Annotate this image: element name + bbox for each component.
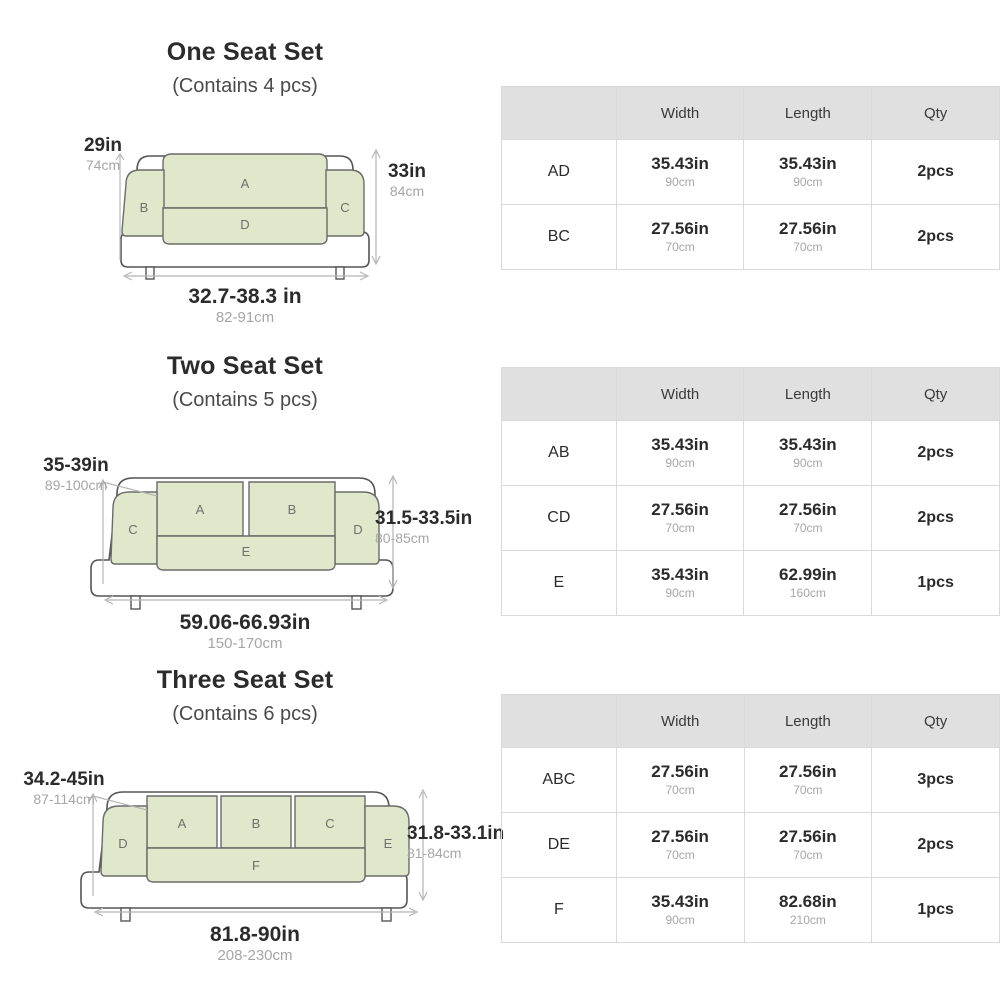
- row-length: 35.43in 90cm: [744, 140, 872, 205]
- row-length: 35.43in 90cm: [744, 421, 872, 486]
- header-code: [502, 87, 617, 140]
- row-width: 35.43in 90cm: [616, 878, 744, 943]
- svg-text:B: B: [139, 200, 149, 215]
- row-length: 27.56in 70cm: [744, 486, 872, 551]
- row-qty: 2pcs: [872, 421, 1000, 486]
- row-code: F: [502, 878, 617, 943]
- header-qty: Qty: [872, 87, 1000, 140]
- row-code: CD: [502, 486, 617, 551]
- two-seat-illustration: [43, 424, 473, 653]
- header-width: Width: [616, 695, 744, 748]
- one-seat-diagram-column: [0, 38, 490, 327]
- table-row: [502, 486, 1000, 551]
- table-header-row: [502, 368, 1000, 421]
- table-row: [502, 140, 1000, 205]
- three-seat-table-wrap: [501, 694, 1000, 943]
- row-qty: 2pcs: [872, 140, 1000, 205]
- two-seat-width-dim: 59.06-66.93in 150-170cm: [179, 611, 311, 653]
- row-code: AD: [502, 140, 617, 205]
- svg-text:A: A: [195, 502, 205, 517]
- three-seat-width-dim: 81.8-90in 208-230cm: [210, 923, 300, 965]
- svg-text:D: D: [353, 522, 363, 537]
- three-seat-title: Three Seat Set: [156, 666, 334, 694]
- one-seat-spec-table: [501, 86, 1000, 270]
- one-seat-height-left-dim: 29in 74cm: [83, 135, 123, 173]
- two-seat-diagram-column: [0, 352, 490, 653]
- svg-text:D: D: [240, 217, 250, 232]
- table-header-row: [502, 695, 1000, 748]
- three-seat-diagram-column: [0, 666, 505, 965]
- header-length: Length: [744, 695, 872, 748]
- three-seat-illustration: [23, 736, 505, 965]
- row-code: ABC: [502, 748, 617, 813]
- table-row: [502, 748, 1000, 813]
- table-row: [502, 205, 1000, 270]
- svg-text:E: E: [383, 836, 393, 851]
- row-length: 27.56in 70cm: [744, 813, 872, 878]
- header-width: Width: [616, 368, 744, 421]
- table-header-row: [502, 87, 1000, 140]
- svg-text:C: C: [325, 816, 335, 831]
- two-seat-spec-table: [501, 367, 1000, 616]
- svg-text:F: F: [252, 858, 260, 873]
- row-width: 27.56in 70cm: [616, 813, 744, 878]
- two-seat-subtitle: (Contains 5 pcs): [172, 389, 318, 411]
- two-seat-height-right-dim: 31.5-33.5in 80-85cm: [375, 508, 473, 546]
- table-row: [502, 551, 1000, 616]
- svg-text:E: E: [241, 544, 251, 559]
- three-seat-spec-table: [501, 694, 1000, 943]
- header-width: Width: [616, 87, 744, 140]
- header-length: Length: [744, 87, 872, 140]
- three-seat-sofa-svg: [35, 736, 455, 926]
- svg-text:B: B: [287, 502, 297, 517]
- row-width: 35.43in 90cm: [616, 421, 744, 486]
- row-qty: 1pcs: [872, 878, 1000, 943]
- row-length: 27.56in 70cm: [744, 748, 872, 813]
- row-qty: 2pcs: [872, 486, 1000, 551]
- one-seat-illustration: [80, 110, 427, 327]
- svg-text:C: C: [340, 200, 350, 215]
- svg-text:B: B: [251, 816, 261, 831]
- table-row: [502, 878, 1000, 943]
- header-length: Length: [744, 368, 872, 421]
- header-qty: Qty: [872, 368, 1000, 421]
- row-qty: 2pcs: [872, 813, 1000, 878]
- header-code: [502, 368, 617, 421]
- three-seat-height-left-dim: 34.2-45in 87-114cm: [23, 769, 105, 807]
- three-seat-subtitle: (Contains 6 pcs): [172, 703, 318, 725]
- three-seat-height-right-dim: 31.8-33.1in 81-84cm: [407, 823, 505, 861]
- two-seat-table-wrap: [501, 367, 1000, 616]
- one-seat-height-right-dim: 33in 84cm: [387, 161, 427, 199]
- svg-text:A: A: [240, 176, 250, 191]
- one-seat-title: One Seat Set: [166, 38, 324, 66]
- row-code: DE: [502, 813, 617, 878]
- header-qty: Qty: [872, 695, 1000, 748]
- row-length: 62.99in 160cm: [744, 551, 872, 616]
- svg-text:A: A: [177, 816, 187, 831]
- row-qty: 2pcs: [872, 205, 1000, 270]
- row-length: 82.68in 210cm: [744, 878, 872, 943]
- one-seat-width-dim: 32.7-38.3 in 82-91cm: [188, 285, 302, 327]
- row-width: 27.56in 70cm: [616, 486, 744, 551]
- table-row: [502, 813, 1000, 878]
- two-seat-height-left-dim: 35-39in 89-100cm: [43, 455, 109, 493]
- one-seat-subtitle: (Contains 4 pcs): [172, 75, 318, 97]
- header-code: [502, 695, 617, 748]
- row-width: 27.56in 70cm: [616, 748, 744, 813]
- table-row: [502, 421, 1000, 486]
- row-length: 27.56in 70cm: [744, 205, 872, 270]
- row-code: AB: [502, 421, 617, 486]
- one-seat-table-wrap: [501, 86, 1000, 270]
- row-width: 27.56in 70cm: [616, 205, 744, 270]
- row-code: E: [502, 551, 617, 616]
- svg-text:D: D: [118, 836, 128, 851]
- row-width: 35.43in 90cm: [616, 140, 744, 205]
- two-seat-title: Two Seat Set: [166, 352, 324, 380]
- row-qty: 1pcs: [872, 551, 1000, 616]
- row-width: 35.43in 90cm: [616, 551, 744, 616]
- row-qty: 3pcs: [872, 748, 1000, 813]
- row-code: BC: [502, 205, 617, 270]
- svg-text:C: C: [128, 522, 138, 537]
